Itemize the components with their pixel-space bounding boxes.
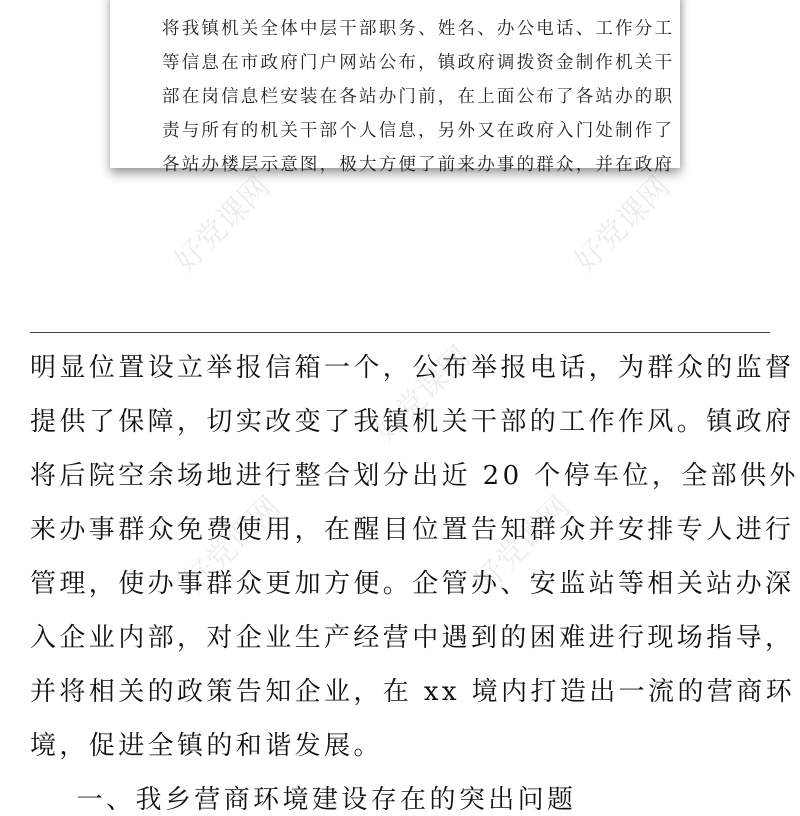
watermark: 好党课网 xyxy=(467,489,578,600)
card-text-line: 部在岗信息栏安装在各站办门前，在上面公布了各站办的职 xyxy=(162,87,675,107)
body-text-line: 入企业内部，对企业生产经营中遇到的困难进行现场指导， xyxy=(30,623,795,653)
card-text-line: 等信息在市政府门户网站公布，镇政府调拨资金制作机关干 xyxy=(162,53,675,73)
body-text-line: 境，促进全镇的和谐发展。 xyxy=(30,731,383,761)
body-text-line: 管理，使办事群众更加方便。企管办、安监站等相关站办深 xyxy=(30,569,795,599)
body-text-line: 来办事群众免费使用，在醒目位置告知群众并安排专人进行 xyxy=(30,515,795,545)
watermark: 好党课网 xyxy=(177,489,288,600)
card-text-line: 责与所有的机关干部个人信息，另外又在政府入门处制作了 xyxy=(162,121,675,141)
body-text-line: 提供了保障，切实改变了我镇机关干部的工作作风。镇政府 xyxy=(30,407,795,437)
document-preview-card xyxy=(110,0,680,175)
body-text-line: 将后院空余场地进行整合划分出近 20 个停车位，全部供外 xyxy=(30,461,799,491)
watermark: 好党课网 xyxy=(367,339,478,450)
card-text-line: 将我镇机关全体中层干部职务、姓名、办公电话、工作分工 xyxy=(162,19,675,39)
card-text-line: 各站办楼层示意图，极大方便了前来办事的群众，并在政府 xyxy=(162,155,675,175)
body-text-line: 并将相关的政策告知企业，在 xx 境内打造出一流的营商环 xyxy=(30,677,796,707)
watermark: 好党课网 xyxy=(167,169,278,280)
body-text-line: 明显位置设立举报信箱一个，公布举报电话，为群众的监督 xyxy=(30,353,795,383)
page-divider xyxy=(30,332,770,333)
watermark: 好党课网 xyxy=(567,169,678,280)
section-heading: 一、我乡营商环境建设存在的突出问题 xyxy=(30,785,577,815)
